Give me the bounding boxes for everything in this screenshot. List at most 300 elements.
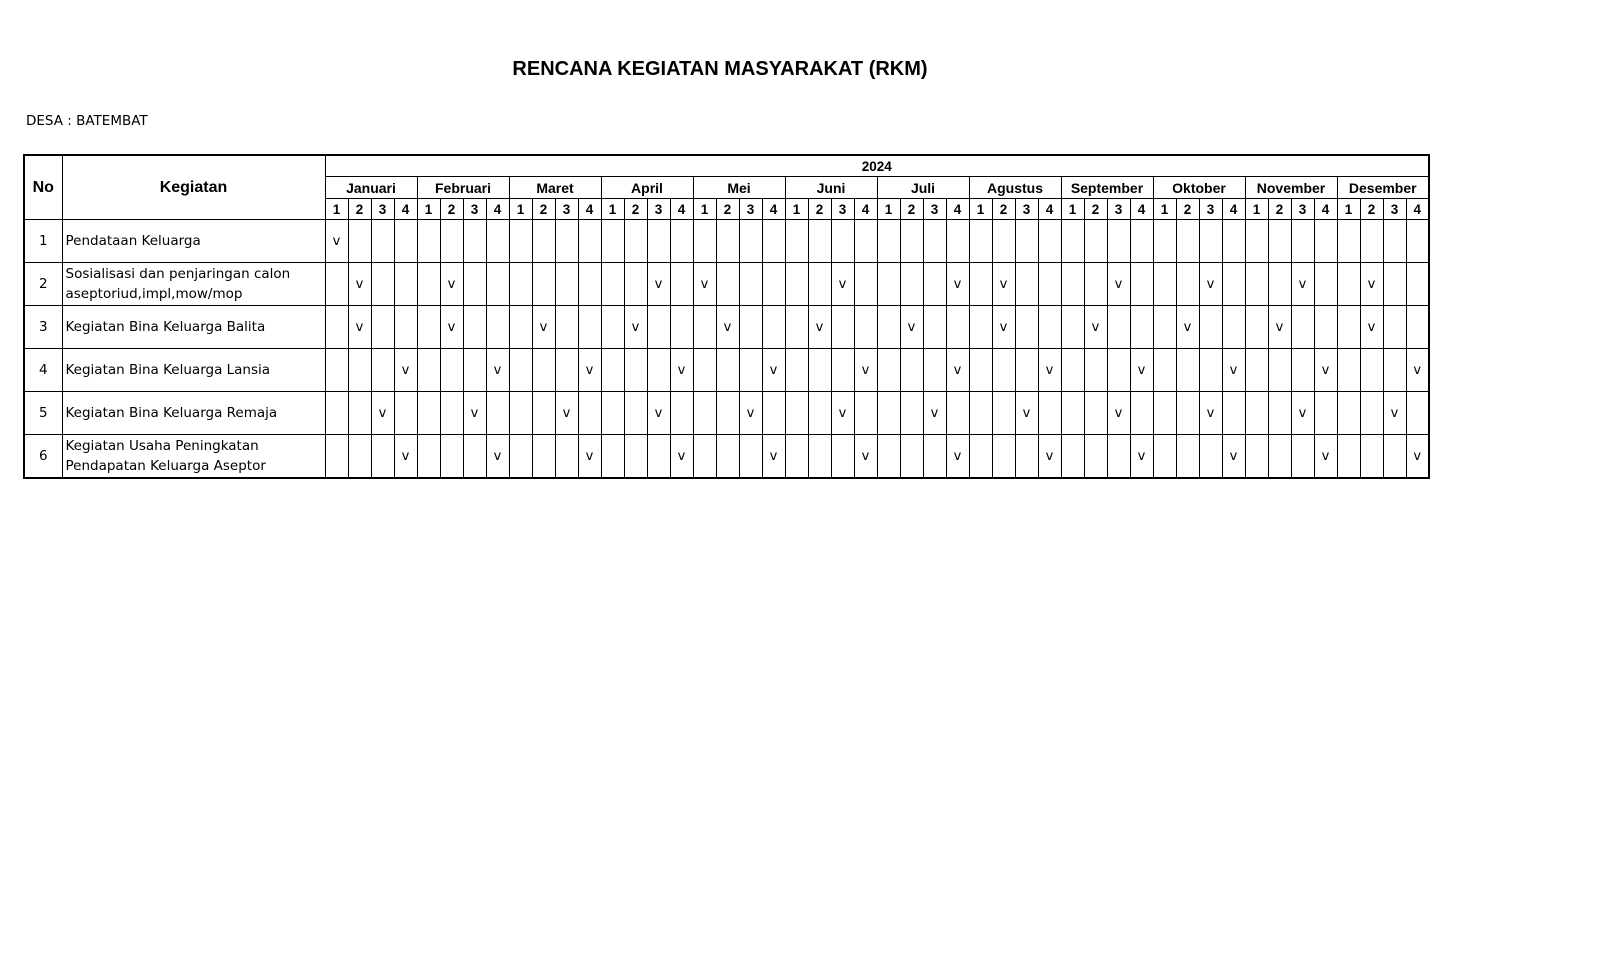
schedule-cell [877, 220, 900, 263]
schedule-cell [509, 435, 532, 479]
header-week: 3 [1107, 199, 1130, 220]
schedule-cell [739, 435, 762, 479]
schedule-cell [969, 263, 992, 306]
schedule-cell [900, 220, 923, 263]
schedule-cell [1314, 220, 1337, 263]
schedule-cell [1291, 349, 1314, 392]
header-week: 3 [923, 199, 946, 220]
schedule-mark: v [1291, 263, 1314, 306]
schedule-cell [624, 435, 647, 479]
schedule-cell [578, 392, 601, 435]
schedule-mark: v [1360, 263, 1383, 306]
header-month: April [601, 177, 693, 199]
header-month: September [1061, 177, 1153, 199]
schedule-mark: v [946, 349, 969, 392]
schedule-mark: v [1222, 435, 1245, 479]
schedule-cell [808, 263, 831, 306]
header-week: 4 [946, 199, 969, 220]
schedule-cell [969, 435, 992, 479]
schedule-mark: v [1107, 263, 1130, 306]
schedule-cell [808, 220, 831, 263]
schedule-cell [992, 435, 1015, 479]
schedule-cell [509, 220, 532, 263]
schedule-mark: v [693, 263, 716, 306]
schedule-cell [555, 306, 578, 349]
schedule-cell [1176, 392, 1199, 435]
schedule-mark: v [1314, 349, 1337, 392]
schedule-cell [325, 263, 348, 306]
schedule-cell [969, 392, 992, 435]
schedule-cell [1383, 306, 1406, 349]
schedule-cell [969, 349, 992, 392]
schedule-cell [532, 349, 555, 392]
header-week: 1 [509, 199, 532, 220]
schedule-cell [1222, 220, 1245, 263]
schedule-cell [854, 306, 877, 349]
schedule-cell [969, 306, 992, 349]
schedule-cell [348, 349, 371, 392]
header-week: 4 [854, 199, 877, 220]
header-month: Januari [325, 177, 417, 199]
header-month: Agustus [969, 177, 1061, 199]
schedule-mark: v [486, 349, 509, 392]
schedule-cell [601, 349, 624, 392]
schedule-mark: v [670, 349, 693, 392]
schedule-cell [647, 306, 670, 349]
schedule-cell [1337, 392, 1360, 435]
schedule-cell [946, 306, 969, 349]
schedule-cell [670, 306, 693, 349]
schedule-cell [371, 435, 394, 479]
header-month: Desember [1337, 177, 1429, 199]
schedule-cell [1406, 220, 1429, 263]
schedule-cell [808, 435, 831, 479]
schedule-cell [1337, 349, 1360, 392]
header-month: Mei [693, 177, 785, 199]
schedule-cell [854, 392, 877, 435]
schedule-cell [509, 306, 532, 349]
schedule-mark: v [670, 435, 693, 479]
schedule-cell [486, 392, 509, 435]
schedule-cell [417, 220, 440, 263]
schedule-cell [1130, 263, 1153, 306]
schedule-cell [1130, 306, 1153, 349]
header-week: 1 [785, 199, 808, 220]
schedule-cell [1360, 349, 1383, 392]
schedule-cell [1291, 306, 1314, 349]
schedule-mark: v [555, 392, 578, 435]
row-number: 3 [24, 306, 62, 349]
schedule-cell [1153, 306, 1176, 349]
schedule-mark: v [578, 349, 601, 392]
header-week: 3 [1291, 199, 1314, 220]
header-month: Juni [785, 177, 877, 199]
schedule-cell [1337, 220, 1360, 263]
schedule-cell [670, 220, 693, 263]
schedule-cell [785, 392, 808, 435]
village-label: DESA : BATEMBAT [26, 113, 148, 129]
schedule-mark: v [1268, 306, 1291, 349]
schedule-mark: v [1130, 435, 1153, 479]
schedule-cell [716, 349, 739, 392]
schedule-cell [624, 263, 647, 306]
schedule-mark: v [440, 306, 463, 349]
schedule-cell [716, 220, 739, 263]
table-row [24, 263, 1429, 306]
schedule-cell [647, 435, 670, 479]
schedule-cell [509, 349, 532, 392]
table-row [24, 220, 1429, 263]
schedule-cell [1061, 220, 1084, 263]
schedule-mark: v [463, 392, 486, 435]
schedule-cell [1291, 435, 1314, 479]
schedule-cell [1383, 263, 1406, 306]
header-week: 3 [739, 199, 762, 220]
schedule-cell [785, 220, 808, 263]
schedule-mark: v [1038, 349, 1061, 392]
schedule-cell [624, 392, 647, 435]
schedule-cell [1268, 435, 1291, 479]
schedule-cell [785, 349, 808, 392]
schedule-cell [1360, 435, 1383, 479]
header-month: Februari [417, 177, 509, 199]
schedule-mark: v [1015, 392, 1038, 435]
schedule-mark: v [762, 435, 785, 479]
schedule-cell [1199, 349, 1222, 392]
schedule-cell [1268, 263, 1291, 306]
schedule-cell [325, 392, 348, 435]
schedule-cell [1199, 220, 1222, 263]
schedule-cell [1153, 435, 1176, 479]
header-week: 4 [762, 199, 785, 220]
schedule-cell [486, 306, 509, 349]
schedule-cell [1176, 349, 1199, 392]
schedule-cell [348, 220, 371, 263]
schedule-cell [1084, 435, 1107, 479]
schedule-cell [900, 392, 923, 435]
schedule-cell [1015, 435, 1038, 479]
schedule-cell [877, 349, 900, 392]
header-week: 1 [601, 199, 624, 220]
activity-name: Kegiatan Bina Keluarga Remaja [62, 392, 325, 435]
schedule-cell [923, 435, 946, 479]
table-row [24, 349, 1429, 392]
header-week: 1 [417, 199, 440, 220]
schedule-cell [877, 392, 900, 435]
schedule-cell [693, 306, 716, 349]
row-number: 4 [24, 349, 62, 392]
header-week: 4 [1130, 199, 1153, 220]
schedule-cell [532, 220, 555, 263]
schedule-cell [877, 435, 900, 479]
schedule-cell [785, 306, 808, 349]
header-week: 3 [555, 199, 578, 220]
header-week: 4 [578, 199, 601, 220]
schedule-cell [1015, 220, 1038, 263]
schedule-cell [923, 220, 946, 263]
schedule-mark: v [578, 435, 601, 479]
schedule-cell [417, 349, 440, 392]
header-week: 1 [1245, 199, 1268, 220]
schedule-cell [555, 263, 578, 306]
schedule-cell [371, 263, 394, 306]
schedule-mark: v [900, 306, 923, 349]
schedule-cell [808, 349, 831, 392]
schedule-mark: v [348, 306, 371, 349]
schedule-mark: v [647, 263, 670, 306]
schedule-cell [417, 435, 440, 479]
header-row-year [24, 155, 1429, 177]
header-week: 2 [624, 199, 647, 220]
header-no: No [24, 155, 62, 220]
schedule-mark: v [1084, 306, 1107, 349]
schedule-cell [831, 435, 854, 479]
schedule-cell [992, 392, 1015, 435]
schedule-cell [854, 220, 877, 263]
header-week: 1 [1153, 199, 1176, 220]
schedule-mark: v [440, 263, 463, 306]
schedule-cell [1268, 220, 1291, 263]
schedule-cell [486, 263, 509, 306]
schedule-cell [1038, 392, 1061, 435]
header-month: Oktober [1153, 177, 1245, 199]
schedule-cell [440, 349, 463, 392]
schedule-cell [1314, 306, 1337, 349]
header-week: 3 [647, 199, 670, 220]
schedule-cell [417, 392, 440, 435]
schedule-cell [440, 435, 463, 479]
schedule-cell [1061, 306, 1084, 349]
schedule-cell [624, 349, 647, 392]
schedule-cell [509, 392, 532, 435]
document-title: RENCANA KEGIATAN MASYARAKAT (RKM) [512, 58, 928, 80]
schedule-mark: v [1199, 392, 1222, 435]
header-year: 2024 [325, 155, 1429, 177]
schedule-cell [1337, 306, 1360, 349]
header-week: 2 [900, 199, 923, 220]
schedule-mark: v [325, 220, 348, 263]
schedule-cell [923, 306, 946, 349]
schedule-cell [900, 263, 923, 306]
schedule-cell [1061, 349, 1084, 392]
schedule-cell [486, 220, 509, 263]
header-week: 2 [992, 199, 1015, 220]
schedule-cell [1130, 392, 1153, 435]
schedule-cell [992, 220, 1015, 263]
schedule-cell [877, 306, 900, 349]
schedule-cell [1084, 263, 1107, 306]
schedule-cell [532, 435, 555, 479]
schedule-cell [325, 306, 348, 349]
header-week: 1 [877, 199, 900, 220]
schedule-cell [808, 392, 831, 435]
schedule-mark: v [992, 306, 1015, 349]
schedule-cell [509, 263, 532, 306]
schedule-cell [762, 392, 785, 435]
schedule-cell [463, 349, 486, 392]
schedule-cell [1383, 220, 1406, 263]
schedule-cell [1107, 306, 1130, 349]
schedule-cell [601, 435, 624, 479]
schedule-cell [1015, 263, 1038, 306]
schedule-cell [532, 392, 555, 435]
header-week: 2 [808, 199, 831, 220]
schedule-mark: v [716, 306, 739, 349]
schedule-mark: v [1291, 392, 1314, 435]
schedule-cell [1245, 349, 1268, 392]
schedule-mark: v [1406, 435, 1429, 479]
schedule-cell [394, 263, 417, 306]
schedule-cell [394, 392, 417, 435]
schedule-mark: v [1107, 392, 1130, 435]
header-week: 3 [831, 199, 854, 220]
schedule-cell [946, 392, 969, 435]
schedule-mark: v [1406, 349, 1429, 392]
header-week: 2 [532, 199, 555, 220]
header-week: 1 [325, 199, 348, 220]
header-week: 2 [1176, 199, 1199, 220]
header-week: 4 [1222, 199, 1245, 220]
schedule-mark: v [647, 392, 670, 435]
header-week: 4 [1314, 199, 1337, 220]
schedule-cell [417, 306, 440, 349]
schedule-mark: v [762, 349, 785, 392]
header-kegiatan: Kegiatan [62, 155, 325, 220]
row-number: 5 [24, 392, 62, 435]
schedule-cell [1176, 435, 1199, 479]
schedule-cell [371, 220, 394, 263]
schedule-mark: v [532, 306, 555, 349]
schedule-mark: v [992, 263, 1015, 306]
schedule-cell [647, 220, 670, 263]
schedule-cell [555, 220, 578, 263]
header-week: 1 [1337, 199, 1360, 220]
schedule-cell [348, 392, 371, 435]
schedule-cell [877, 263, 900, 306]
schedule-mark: v [808, 306, 831, 349]
schedule-cell [440, 220, 463, 263]
header-week: 4 [394, 199, 417, 220]
header-week: 3 [371, 199, 394, 220]
schedule-cell [1176, 220, 1199, 263]
schedule-cell [1176, 263, 1199, 306]
schedule-cell [785, 435, 808, 479]
schedule-cell [1314, 263, 1337, 306]
schedule-cell [1245, 392, 1268, 435]
schedule-cell [394, 306, 417, 349]
schedule-cell [1015, 306, 1038, 349]
header-week: 4 [1406, 199, 1429, 220]
schedule-cell [578, 220, 601, 263]
schedule-cell [1268, 392, 1291, 435]
schedule-mark: v [1314, 435, 1337, 479]
activity-name: Kegiatan Bina Keluarga Lansia [62, 349, 325, 392]
header-week: 2 [1268, 199, 1291, 220]
header-month: Juli [877, 177, 969, 199]
schedule-mark: v [854, 435, 877, 479]
activity-schedule-table [23, 154, 1430, 479]
schedule-cell [1038, 220, 1061, 263]
schedule-cell [831, 220, 854, 263]
schedule-cell [831, 306, 854, 349]
schedule-cell [601, 220, 624, 263]
schedule-mark: v [1383, 392, 1406, 435]
schedule-cell [1061, 263, 1084, 306]
schedule-cell [1084, 220, 1107, 263]
schedule-cell [946, 220, 969, 263]
schedule-cell [1061, 392, 1084, 435]
schedule-cell [1107, 349, 1130, 392]
schedule-cell [693, 220, 716, 263]
schedule-mark: v [1130, 349, 1153, 392]
schedule-cell [1199, 435, 1222, 479]
schedule-cell [325, 435, 348, 479]
schedule-cell [739, 220, 762, 263]
header-week: 4 [1038, 199, 1061, 220]
schedule-cell [1038, 306, 1061, 349]
schedule-cell [762, 263, 785, 306]
schedule-cell [555, 435, 578, 479]
schedule-cell [1222, 306, 1245, 349]
schedule-cell [739, 306, 762, 349]
header-week: 2 [348, 199, 371, 220]
header-week: 1 [969, 199, 992, 220]
schedule-cell [716, 392, 739, 435]
schedule-cell [1153, 263, 1176, 306]
schedule-cell [693, 392, 716, 435]
header-week: 1 [1061, 199, 1084, 220]
schedule-mark: v [394, 349, 417, 392]
schedule-cell [601, 392, 624, 435]
activity-name: Kegiatan Usaha Peningkatan Pendapatan Keluarga Aseptor [62, 435, 325, 479]
schedule-cell [1383, 435, 1406, 479]
schedule-cell [440, 392, 463, 435]
schedule-cell [716, 263, 739, 306]
schedule-cell [394, 220, 417, 263]
header-month: Maret [509, 177, 601, 199]
schedule-cell [624, 220, 647, 263]
header-month: November [1245, 177, 1337, 199]
schedule-cell [463, 435, 486, 479]
schedule-cell [1153, 392, 1176, 435]
schedule-cell [1245, 220, 1268, 263]
schedule-cell [716, 435, 739, 479]
schedule-cell [463, 220, 486, 263]
schedule-cell [578, 263, 601, 306]
schedule-mark: v [1222, 349, 1245, 392]
schedule-cell [923, 263, 946, 306]
schedule-cell [1337, 263, 1360, 306]
schedule-mark: v [946, 263, 969, 306]
schedule-cell [1406, 392, 1429, 435]
schedule-mark: v [1176, 306, 1199, 349]
schedule-cell [739, 263, 762, 306]
schedule-cell [463, 263, 486, 306]
schedule-cell [1038, 263, 1061, 306]
header-week: 3 [1199, 199, 1222, 220]
header-week: 4 [486, 199, 509, 220]
header-week: 2 [1360, 199, 1383, 220]
schedule-cell [601, 263, 624, 306]
schedule-cell [1222, 392, 1245, 435]
schedule-cell [1245, 263, 1268, 306]
schedule-mark: v [946, 435, 969, 479]
schedule-cell [762, 306, 785, 349]
schedule-cell [1107, 435, 1130, 479]
activity-name: Sosialisasi dan penjaringan calon aseptoriud,impl,mow/mop [62, 263, 325, 306]
schedule-cell [969, 220, 992, 263]
schedule-cell [555, 349, 578, 392]
